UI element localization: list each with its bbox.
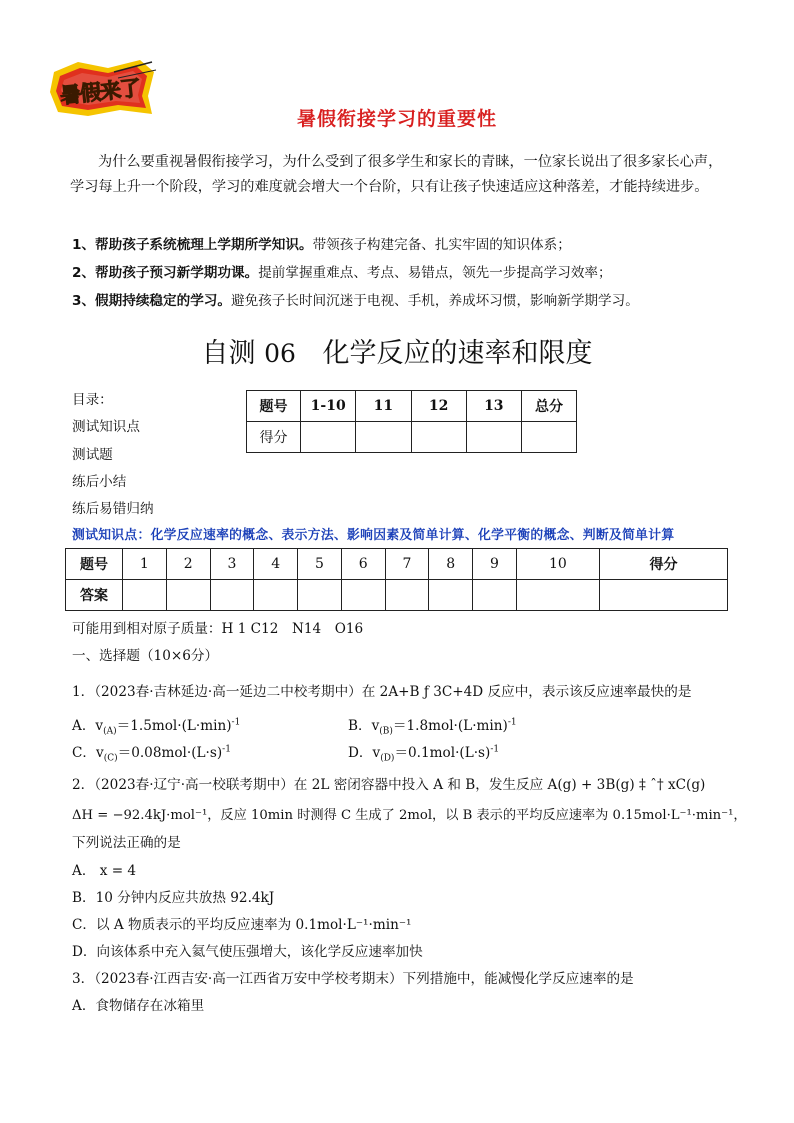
score-cell[interactable]	[521, 422, 576, 453]
score-col-header: 12	[411, 391, 466, 422]
table-row	[247, 422, 577, 453]
toc-label: 目录：	[72, 392, 113, 408]
q1-option-c-sup: -1	[222, 744, 231, 755]
table-row	[247, 391, 577, 422]
answer-cell[interactable]	[210, 580, 254, 611]
q1-option-d[interactable]	[348, 741, 499, 764]
answer-cell[interactable]	[254, 580, 298, 611]
toc-item[interactable]: 测试知识点	[72, 419, 140, 435]
answer-col-header: 8	[429, 549, 473, 580]
answer-col-header: 1	[123, 549, 167, 580]
main-title-topic: 化学反应的速率和限度	[322, 338, 593, 369]
score-col-header: 1-10	[301, 391, 356, 422]
score-cell[interactable]	[411, 422, 466, 453]
answer-cell[interactable]	[599, 580, 727, 611]
intro-title: 暑假衔接学习的重要性	[296, 108, 497, 130]
answer-col-header: 7	[385, 549, 429, 580]
q1-stem: 1．（2023春·吉林延边·高一延边二中校考期中）在 2A+B ƒ 3C+4D 反应中，表示该反应速率最快的是	[72, 684, 692, 700]
score-col-header: 11	[356, 391, 411, 422]
answer-col-header: 9	[473, 549, 517, 580]
toc-item[interactable]: 测试题	[72, 447, 113, 463]
answer-col-header: 4	[254, 549, 298, 580]
q2-stem-line-1: 2．（2023春·辽宁·高一校联考期中）在 2L 密闭容器中投入 A 和 B，发生反应 A(g) + 3B(g) ‡ ˆ† xC(g)	[72, 777, 706, 793]
toc-item[interactable]: 练后小结	[72, 474, 127, 490]
q2-option-c[interactable]: C．以 A 物质表示的平均反应速率为 0.1mol·L⁻¹·min⁻¹	[72, 917, 412, 933]
q1-option-b-value: ＝1.8mol·(L·min)	[392, 718, 508, 734]
answer-cell[interactable]	[298, 580, 342, 611]
answer-col-header: 5	[298, 549, 342, 580]
answer-col-header: 10	[516, 549, 599, 580]
intro-point-2	[72, 261, 732, 281]
intro-point-3-text: 避免孩子长时间沉迷于电视、手机，养成坏习惯，影响新学期学习。	[231, 293, 639, 309]
answer-cell[interactable]	[385, 580, 429, 611]
q1-option-b[interactable]	[348, 714, 517, 737]
logo-text: 暑假来了	[59, 75, 142, 109]
score-col-header: 总分	[521, 391, 576, 422]
answer-col-header: 2	[166, 549, 210, 580]
intro-point-1-text: 带领孩子构建完备、扎实牢固的知识体系；	[312, 237, 571, 253]
q1-option-c-value: ＝0.08mol·(L·s)	[117, 745, 223, 761]
score-cell[interactable]	[301, 422, 356, 453]
q2-stem-line-3: 下列说法正确的是	[72, 835, 181, 851]
answer-cell[interactable]	[473, 580, 517, 611]
score-header-label: 题号	[247, 391, 301, 422]
q1-option-c-label: C．v	[72, 745, 104, 761]
answer-col-header: 得分	[599, 549, 727, 580]
score-row-label: 得分	[247, 422, 301, 453]
q1-option-a-value: ＝1.5mol·(L·min)	[116, 718, 232, 734]
intro-point-3-head: 3、假期持续稳定的学习。	[72, 293, 231, 309]
q1-option-a-sup: -1	[231, 717, 241, 728]
q1-option-a[interactable]	[72, 714, 240, 737]
q1-option-d-value: ＝0.1mol·(L·s)	[394, 745, 491, 761]
table-row	[66, 549, 728, 580]
main-title-prefix: 自测	[201, 338, 256, 369]
q2-stem-line-2: ΔH = −92.4kJ·mol⁻¹，反应 10min 时测得 C 生成了 2mol，以 B 表示的平均反应速率为 0.15mol·L⁻¹·min⁻¹，	[72, 808, 747, 823]
section-heading: 一、选择题（10×6分）	[72, 648, 219, 664]
intro-point-3	[72, 289, 732, 309]
intro-point-2-text: 提前掌握重难点、考点、易错点，领先一步提高学习效率；	[258, 265, 612, 281]
knowledge-points: 测试知识点：化学反应速率的概念、表示方法、影响因素及简单计算、化学平衡的概念、判断及简单计算	[72, 528, 675, 543]
q1-option-c[interactable]	[72, 741, 231, 764]
answer-cell[interactable]	[516, 580, 599, 611]
q1-option-b-label: B．v	[348, 718, 380, 734]
intro-point-1-head: 1、帮助孩子系统梳理上学期所学知识。	[72, 237, 313, 253]
q1-option-d-sup: -1	[490, 744, 500, 755]
score-table	[246, 390, 577, 453]
answer-cell[interactable]	[429, 580, 473, 611]
atomic-mass-note: 可能用到相对原子质量：H 1 C12 N14 O16	[72, 621, 364, 637]
q2-option-b[interactable]: B．10 分钟内反应共放热 92.4kJ	[72, 890, 275, 906]
q1-option-a-sub: (A)	[103, 726, 117, 737]
answer-cell[interactable]	[341, 580, 385, 611]
score-cell[interactable]	[356, 422, 411, 453]
q1-option-c-sub: (C)	[103, 753, 118, 764]
answer-col-header: 3	[210, 549, 254, 580]
intro-paragraph: 为什么要重视暑假衔接学习，为什么受到了很多学生和家长的青睐，一位家长说出了很多家长心声，学习每上升一个阶段，学习的难度就会增大一个台阶，只有让孩子快速适应这种落差，才能持续进步。	[70, 154, 723, 195]
intro-point-2-head: 2、帮助孩子预习新学期功课。	[72, 265, 259, 281]
intro-point-1	[72, 233, 732, 253]
answer-header-label: 题号	[66, 549, 123, 580]
main-title	[0, 331, 794, 370]
q2-option-d[interactable]: D．向该体系中充入氦气使压强增大，该化学反应速率加快	[72, 944, 423, 960]
q1-option-d-label: D．v	[348, 745, 381, 761]
score-cell[interactable]	[466, 422, 521, 453]
q1-option-b-sup: -1	[507, 717, 517, 728]
q1-option-d-sub: (D)	[380, 753, 395, 764]
answer-col-header: 6	[341, 549, 385, 580]
toc-item[interactable]: 练后易错归纳	[72, 501, 154, 517]
q3-option-a[interactable]: A．食物储存在冰箱里	[72, 998, 205, 1014]
table-row	[66, 580, 728, 611]
main-title-number: 06	[264, 339, 296, 368]
answer-row-label: 答案	[66, 580, 123, 611]
q3-stem: 3．（2023春·江西吉安·高一江西省万安中学校考期末）下列措施中，能减慢化学反应速率的是	[72, 971, 634, 987]
answer-table	[65, 548, 728, 611]
score-col-header: 13	[466, 391, 521, 422]
q2-option-a[interactable]: A． x = 4	[72, 863, 137, 879]
answer-cell[interactable]	[166, 580, 210, 611]
answer-cell[interactable]	[123, 580, 167, 611]
q1-option-a-label: A．v	[72, 718, 104, 734]
q1-option-b-sub: (B)	[379, 726, 393, 737]
